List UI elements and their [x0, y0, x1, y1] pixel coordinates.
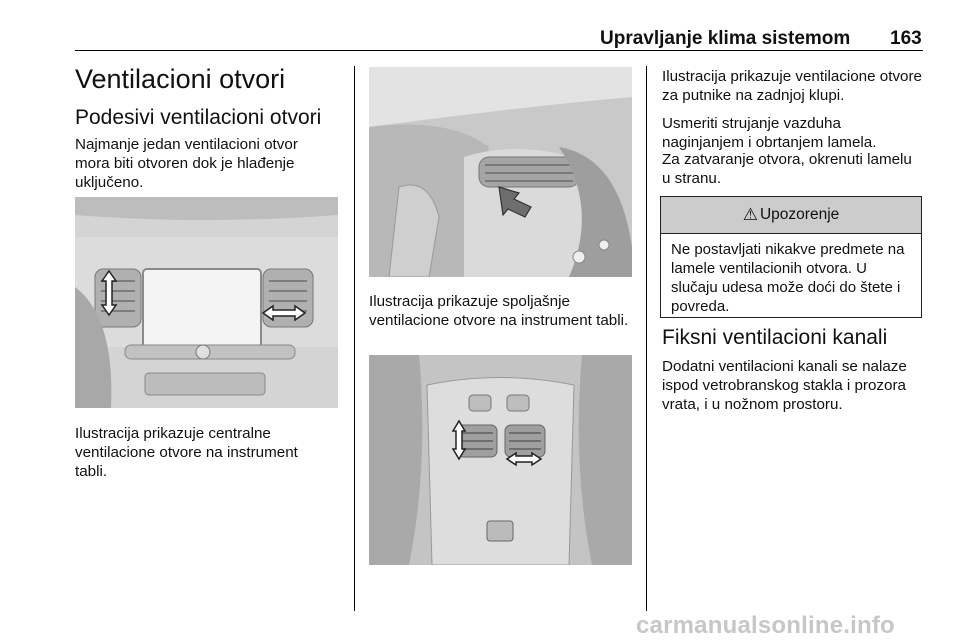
intro-paragraph: Najmanje jedan ventilacioni otvor mora biti otvoren dok je hlađenje uključeno. — [75, 136, 298, 191]
column-divider-right — [646, 66, 647, 611]
warning-box — [660, 196, 922, 318]
warning-triangle-icon: ⚠ — [742, 205, 758, 224]
subsection-heading: Podesivi ventilacioni otvori — [75, 106, 322, 129]
column-divider-left — [354, 66, 355, 611]
warning-text: Ne postavljati nikakve predmete na lamele ventilacionih otvora. U slučaju udesa može doći do štete i povreda. — [671, 241, 905, 315]
running-header-title: Upravljanje klima sistemom — [600, 28, 851, 49]
watermark: carmanualsonline.info — [636, 612, 895, 639]
figure-outer-vents — [369, 67, 632, 277]
figure-caption-outer: Ilustracija prikazuje spoljašnje ventilacione otvore na instrument tabli. — [369, 293, 629, 329]
page-number: 163 — [890, 28, 922, 49]
figure-caption-central: Ilustracija prikazuje centralne ventilacione otvore na instrument tabli. — [75, 425, 298, 480]
paragraph-airflow: Usmeriti strujanje vazduha naginjanjem i obrtanjem lamela. — [662, 115, 877, 151]
paragraph-rear-vents: Ilustracija prikazuje ventilacione otvore za putnike na zadnjoj klupi. — [662, 68, 923, 104]
figure-rear-vents — [369, 355, 632, 565]
figure-central-vents — [75, 197, 338, 408]
subsection-heading-fixed-ducts: Fiksni ventilacioni kanali — [662, 326, 888, 349]
warning-title: Upozorenje — [759, 206, 840, 223]
paragraph-closing: Za zatvaranje otvora, okrenuti lamelu u stranu. — [662, 151, 912, 187]
header-rule — [75, 50, 923, 51]
section-heading: Ventilacioni otvori — [75, 64, 286, 94]
warning-header — [661, 197, 921, 234]
paragraph-fixed-ducts: Dodatni ventilacioni kanali se nalaze ispod vetrobranskog stakla i prozora vrata, i u nožnom prostoru. — [662, 358, 907, 413]
